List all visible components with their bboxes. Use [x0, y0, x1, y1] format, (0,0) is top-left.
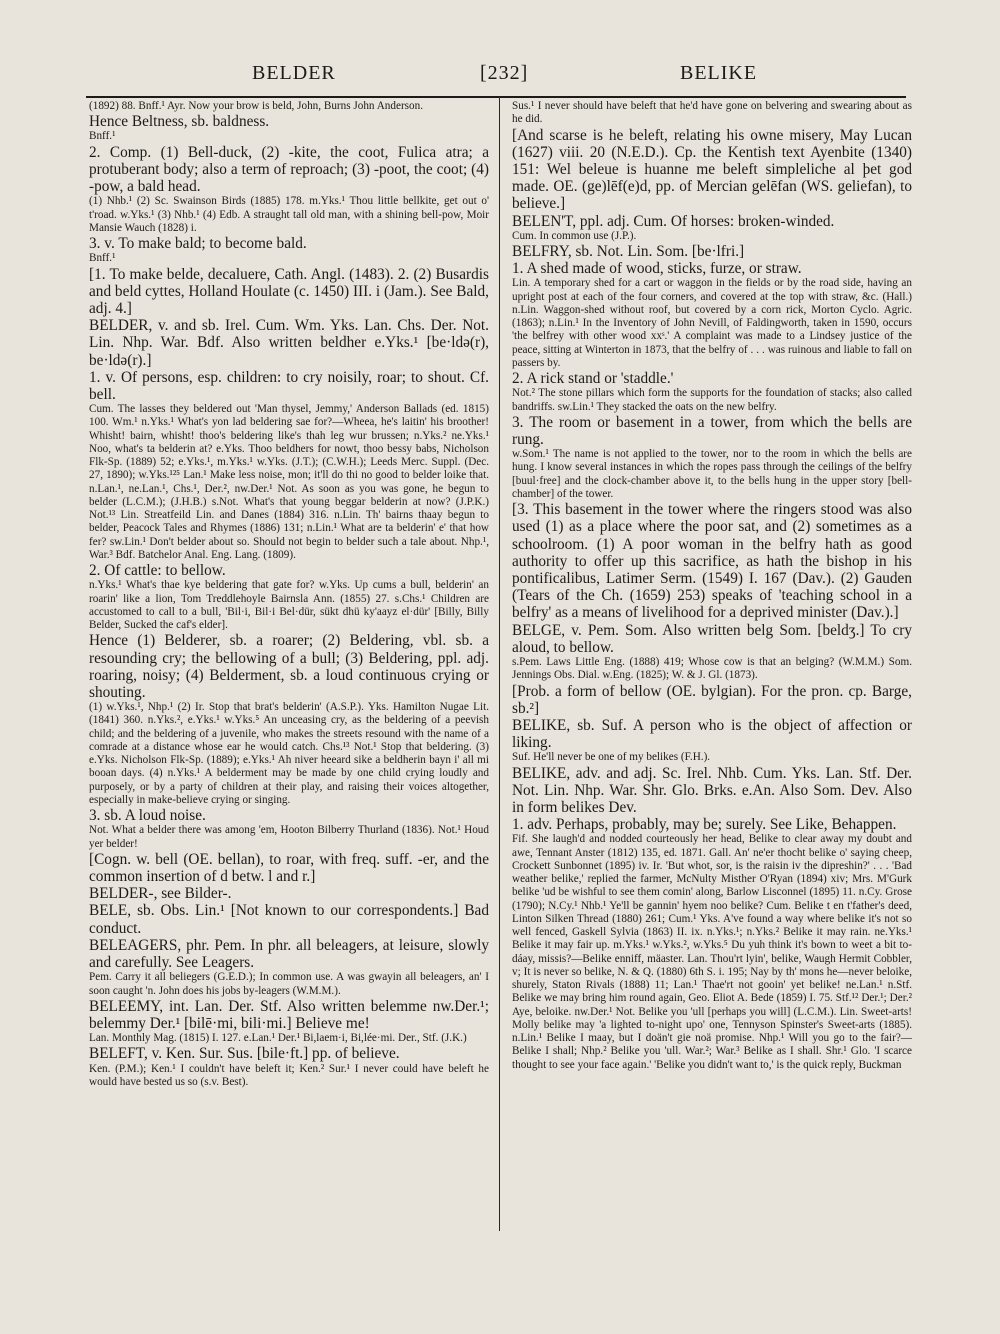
dictionary-paragraph: BELIKE, sb. Suf. A person who is the object of affection or liking. — [512, 716, 912, 752]
dictionary-paragraph: BELEAGERS, phr. Pem. In phr. all beleagers, at leisure, slowly and carefully. See Leagers. — [89, 936, 489, 972]
dictionary-paragraph: BELEN'T, ppl. adj. Cum. Of horses: broken-winded. — [512, 212, 835, 230]
dictionary-paragraph: 2. Of cattle: to bellow. — [89, 562, 226, 580]
column-divider — [499, 96, 500, 1231]
dictionary-paragraph: 2. A rick stand or 'staddle.' — [512, 370, 674, 388]
dictionary-paragraph: BELDER, v. and sb. Irel. Cum. Wm. Yks. Lan. Chs. Der. Not. Lin. Nhp. War. Bdf. Also written beldher e.Yks.¹ [be·ldə(r), be·ldə(r).] — [89, 317, 489, 369]
dictionary-paragraph: Ken. (P.M.); Ken.¹ I couldn't have beleft it; Ken.² Sur.¹ I never could have beleft he would have bested us so (s.v. Best). — [89, 1062, 489, 1088]
dictionary-paragraph: [Cogn. w. bell (OE. bellan), to roar, with freq. suff. -er, and the common insertion of d betw. l and r.] — [89, 850, 489, 886]
dictionary-paragraph: Sus.¹ I never should have beleft that he'd have gone on belvering and swearing about as he did. — [512, 100, 912, 126]
dictionary-paragraph: Lin. A temporary shed for a cart or waggon in the fields or by the road side, having an upright post at each of the four corners, and covered at the top with straw, &c. (Hall.) n.Lin. Waggon-shed without roof, but covered by a corn rick, Morton Cyclo. Agric. (1863); n.Lin.¹ In the Inventory of John Nevill, of Faldingworth, taken in 1590, occurs 'the belfrey with other wood xxˢ.' A complaint was made to a Lindsey justice of the peace, sitting at Winterton in 1873, that the belfry of . . . was ruinous and liable to fall on passers by. — [512, 277, 912, 369]
right-column — [512, 100, 912, 1235]
dictionary-paragraph: Pem. Carry it all beliegers (G.E.D.); In common use. A was gwayin all beleagers, an' I soon caught 'n. John does his jobs by-leagers (W.M.M.). — [89, 971, 489, 997]
page-header — [92, 62, 902, 92]
dictionary-paragraph: Not. What a belder there was among 'em, Hooton Bilberry Thurland (1836). Not.¹ Houd yer belder! — [89, 824, 489, 850]
dictionary-paragraph: Bnff.¹ — [89, 252, 116, 265]
dictionary-paragraph: BELFRY, sb. Not. Lin. Som. [be·lfri.] — [512, 242, 745, 260]
header-page-number: [232] — [480, 62, 529, 84]
dictionary-paragraph: 1. adv. Perhaps, probably, may be; surely. See Like, Behappen. — [512, 816, 897, 834]
dictionary-paragraph: 1. v. Of persons, esp. children: to cry noisily, roar; to shout. Cf. bell. — [89, 368, 489, 403]
dictionary-paragraph: [3. This basement in the tower where the ringers stood was also used (1) as a place where the poor sat, and (2) sometimes as a schoolroom. (1) A poor woman in the belfry hath as good authority to offer up this sacrifice, as hath the bishop in his pontificalibus, Latimer Serm. (1549) I. 167 (Dav.). (2) Gauden (Tears of the Ch. (1659) 253) speaks of 'teaching school in a belfry' as a means of livelihood for a deprived minister (Dav.).] — [512, 501, 912, 622]
dictionary-paragraph: [Prob. a form of bellow (OE. bylgian). For the pron. cp. Barge, sb.²] — [512, 682, 912, 717]
header-rule — [86, 96, 906, 98]
left-column — [89, 100, 489, 1235]
dictionary-paragraph: s.Pem. Laws Little Eng. (1888) 419; Whose cow is that an belging? (W.M.M.) Som. Jennings Obs. Dial. w.Eng. (1825); W. & J. Gl. (1873). — [512, 656, 912, 682]
dictionary-paragraph: BELGE, v. Pem. Som. Also written belg Som. [beldʒ.] To cry aloud, to bellow. — [512, 621, 912, 656]
header-left-word: BELDER — [252, 62, 336, 84]
dictionary-paragraph: 3. sb. A loud noise. — [89, 807, 206, 825]
dictionary-paragraph: BELE, sb. Obs. Lin.¹ [Not known to our correspondents.] Bad conduct. — [89, 902, 489, 937]
dictionary-paragraph: Cum. In common use (J.P.). — [512, 229, 637, 242]
dictionary-paragraph: 1. A shed made of wood, sticks, furze, or straw. — [512, 260, 802, 278]
dictionary-paragraph: Lan. Monthly Mag. (1815) I. 127. e.Lan.¹ Der.¹ Bi,laem·i, Bi,lée·mi. Der., Stf. (J.K.) — [89, 1032, 467, 1045]
dictionary-paragraph: (1892) 88. Bnff.¹ Ayr. Now your brow is beld, John, Burns John Anderson. — [89, 100, 424, 112]
dictionary-paragraph: Bnff.¹ — [89, 130, 116, 143]
dictionary-paragraph: Hence Beltness, sb. baldness. — [89, 113, 270, 131]
dictionary-paragraph: (1) w.Yks.¹, Nhp.¹ (2) Ir. Stop that brat's belderin' (A.S.P.). Yks. Hamilton Nugae Lit. (1841) 360. n.Yks.², e.Yks.¹ w.Yks.⁵ An unceasing cry, as the beldering of a peevish child; and the beldering of a juvenile, who makes the streets resound with the name of a comrade at a distance whose ear he would catch. Chs.¹³ Not.¹ Stop that beldering. (3) e.Yks. Nicholson Flk-Sp. (1889); e.Yks.¹ Ah niver heeard sike a beldherin bayn i' all mi booan days. (4) n.Yks.¹ A belderment may be made by one child crying loudly and purposely, or by a party of children at their play, and raising their voices altogether, especially in make-believe crying or singing. — [89, 701, 489, 806]
dictionary-paragraph: [And scarse is he beleft, relating his owne misery, May Lucan (1627) viii. 20 (N.E.D.). Cp. the Kentish text Ayenbite (1340) 151: Wel beleue is huanne me beleft simpleliche al þet god made. OE. (ge)lēf(e)d, pp. of Mercian gelēfan (WS. geliefan), to believe.] — [512, 126, 912, 213]
dictionary-paragraph: Fif. She laugh'd and nodded courteously her head, Belike to clear away my doubt and awe, Tennant Anster (1812) 135, ed. 1871. Gall. An' ne'er thocht belike o' saying cheep, Crockett Sunbonnet (1895) iv. Ir. 'But whot, sor, is the raisin iv the dipreshin?' . . . 'Bad weather belike,' replied the farmer, McNulty Misther O'Ryan (1894) xiv; Mrs. M'Gurk belike 'ud be wishful to see them comin' along, Barlow Lisconnel (1895) 11. n.Cy. Grose (1790); N.Cy.¹ Nhb.¹ Ye'll be gannin' hyem noo belike? Cum. Belike t en t'father's deed, Linton Silken Thread (1880) 261; Cum.¹ Yks. A've found a way where belike it's not so well fenced, Gaskell Sylvia (1863) II. ix. n.Yks.¹; n.Yks.² Belike it may rain. ne.Yks.¹ Belike it may fair up. m.Yks.¹ w.Yks.², w.Yks.⁵ Du yuh think it's bown to weet a bit to-dáay, missis?—Belike enniff, mäaster. Lan. Thou'rt lyin', belike, Waugh Hermit Cobbler, v; It is never so belike, N. & Q. (1880) 6th S. i. 195; Nay by th' mons he—never beloike, shurely, Staton Rivals (1888) 11; Lan.¹ Thae'rt not gooin' yet belike! ne.Lan.¹ n.Stf. Belike we may bring him round again, Geo. Eliot A. Bede (1859) I. 75. Stf.¹² Der.¹; Der.² Aye, beloike. nw.Der.¹ Not. Belike you 'ull [perhaps you will] (L.C.M.). Lin. Sweet-arts! Molly belike may 'a lighted to-night upo' one, Tennyson Spinster's Sweet-arts (1885). n.Lin.¹ Belike I maay, but I doän't gie noä promise. Nhp.¹ Will you go to the fair?—Belike I shall; Nhp.² Belike you 'ull. War.²; War.³ Belike as I shall. Shr.¹ Glo. 'I scarce thought to see your face again.' 'Belike you didn't want to,' is the quick reply, Buckman — [512, 833, 912, 1071]
dictionary-paragraph: BELEFT, v. Ken. Sur. Sus. [bile·ft.] pp. of believe. — [89, 1045, 400, 1063]
dictionary-paragraph: [1. To make belde, decaluere, Cath. Angl. (1483). 2. (2) Busardis and beld cyttes, Holland Houlate (c. 1450) III. i (Jam.). See Bald, adj. 4.] — [89, 265, 489, 317]
dictionary-paragraph: 3. The room or basement in a tower, from which the bells are rung. — [512, 413, 912, 449]
dictionary-paragraph: Suf. He'll never be one of my belikes (F.H.). — [512, 751, 711, 764]
dictionary-paragraph: (1) Nhb.¹ (2) Sc. Swainson Birds (1885) 178. m.Yks.¹ Thou little bellkite, get out o' t'road. w.Yks.¹ (3) Nhb.¹ (4) Edb. A straught tall old man, with a shining bell-pow, Moir Mansie Wauch (1828) i. — [89, 195, 489, 234]
dictionary-paragraph: Cum. The lasses they beldered out 'Man thysel, Jemmy,' Anderson Ballads (ed. 1815) 100. Wm.¹ n.Yks.¹ What's yon lad beldering sae for?—Wheea, he's laitin' his broother! Whisht! bairn, whisht! thoo's beldering like's thah leg wur brussen; n.Yks.² ne.Yks.¹ Noo, what's ta belderin at? e.Yks. Thoo beldhers for nowt, thoo bessy babs, Nicholson Flk-Sp. (1889) 52; e.Yks.¹, m.Yks.¹ w.Yks. (J.T.); (C.W.H.); Leeds Merc. Suppl. (Dec. 27, 1890); w.Yks.¹²⁵ Lan.¹ Make less noise, mon; it'll do thi no good to belder loike that. n.Lan.¹, ne.Lan.¹, Chs.¹, Der.², nw.Der.¹ Not. As soon as you was gone, he begun to belder (L.C.M.); (J.H.B.) s.Not. What's that young beggar belderin at now? (J.P.K.) Not.¹³ Lin. Streatfeild Lin. and Danes (1884) 316. n.Lin. Th' bairns thaay begun to belder, Peacock Tales and Rhymes (1886) 131; n.Lin.¹ What are ta belderin' e' that how fer? sw.Lin.¹ Don't belder about so. Should not begin to belder such a tale about. Nhp.¹, War.³ Bdf. Batchelor Anal. Eng. Lang. (1809). — [89, 403, 489, 561]
dictionary-paragraph: BELIKE, adv. and adj. Sc. Irel. Nhb. Cum. Yks. Lan. Stf. Der. Not. Lin. Nhp. War. Shr. Glo. Brks. e.An. Also Som. Dev. Also in form belikes Dev. — [512, 764, 912, 817]
dictionary-paragraph: BELEEMY, int. Lan. Der. Stf. Also written belemme nw.Der.¹; belemmy Der.¹ [bilē·mi, bili·mi.] Believe me! — [89, 997, 489, 1032]
header-right-word: BELIKE — [680, 62, 758, 84]
dictionary-paragraph: Hence (1) Belderer, sb. a roarer; (2) Beldering, vbl. sb. a resounding cry; the bellowing of a bull; (3) Beldering, ppl. adj. roaring, noisy; (4) Belderment, sb. a loud continuous crying or shouting. — [89, 632, 489, 701]
dictionary-paragraph: 2. Comp. (1) Bell-duck, (2) -kite, the coot, Fulica atra; a protuberant body; also a term of reproach; (3) -poot, the coot; (4) -pow, a bald head. — [89, 143, 489, 196]
dictionary-paragraph: w.Som.¹ The name is not applied to the tower, nor to the room in which the bells are hung. I know several instances in which the ropes pass through the ceilings of the belfry [buul·free] and the clock-chamber above it, to the bells hung in the upper story [bell-chamber] of the tower. — [512, 448, 912, 500]
dictionary-paragraph: BELDER-, see Bilder-. — [89, 885, 232, 903]
dictionary-paragraph: 3. v. To make bald; to become bald. — [89, 235, 307, 253]
dictionary-paragraph: n.Yks.¹ What's thae kye beldering that gate for? w.Yks. Up cums a bull, belderin' an roarin' like a lion, Tom Treddlehoyle Bairnsla Ann. (1855) 27. s.Chs.¹ Children are accustomed to call to a bull, 'Bil·i, Bil·i Bel·dür, sükt dhü ky'aayz el·dür' [Billy, Billy Belder, Sucked the caf's elder]. — [89, 579, 489, 632]
dictionary-paragraph: Not.² The stone pillars which form the supports for the foundation of stacks; also called bandriffs. sw.Lin.¹ They stacked the oats on the new belfry. — [512, 387, 912, 413]
